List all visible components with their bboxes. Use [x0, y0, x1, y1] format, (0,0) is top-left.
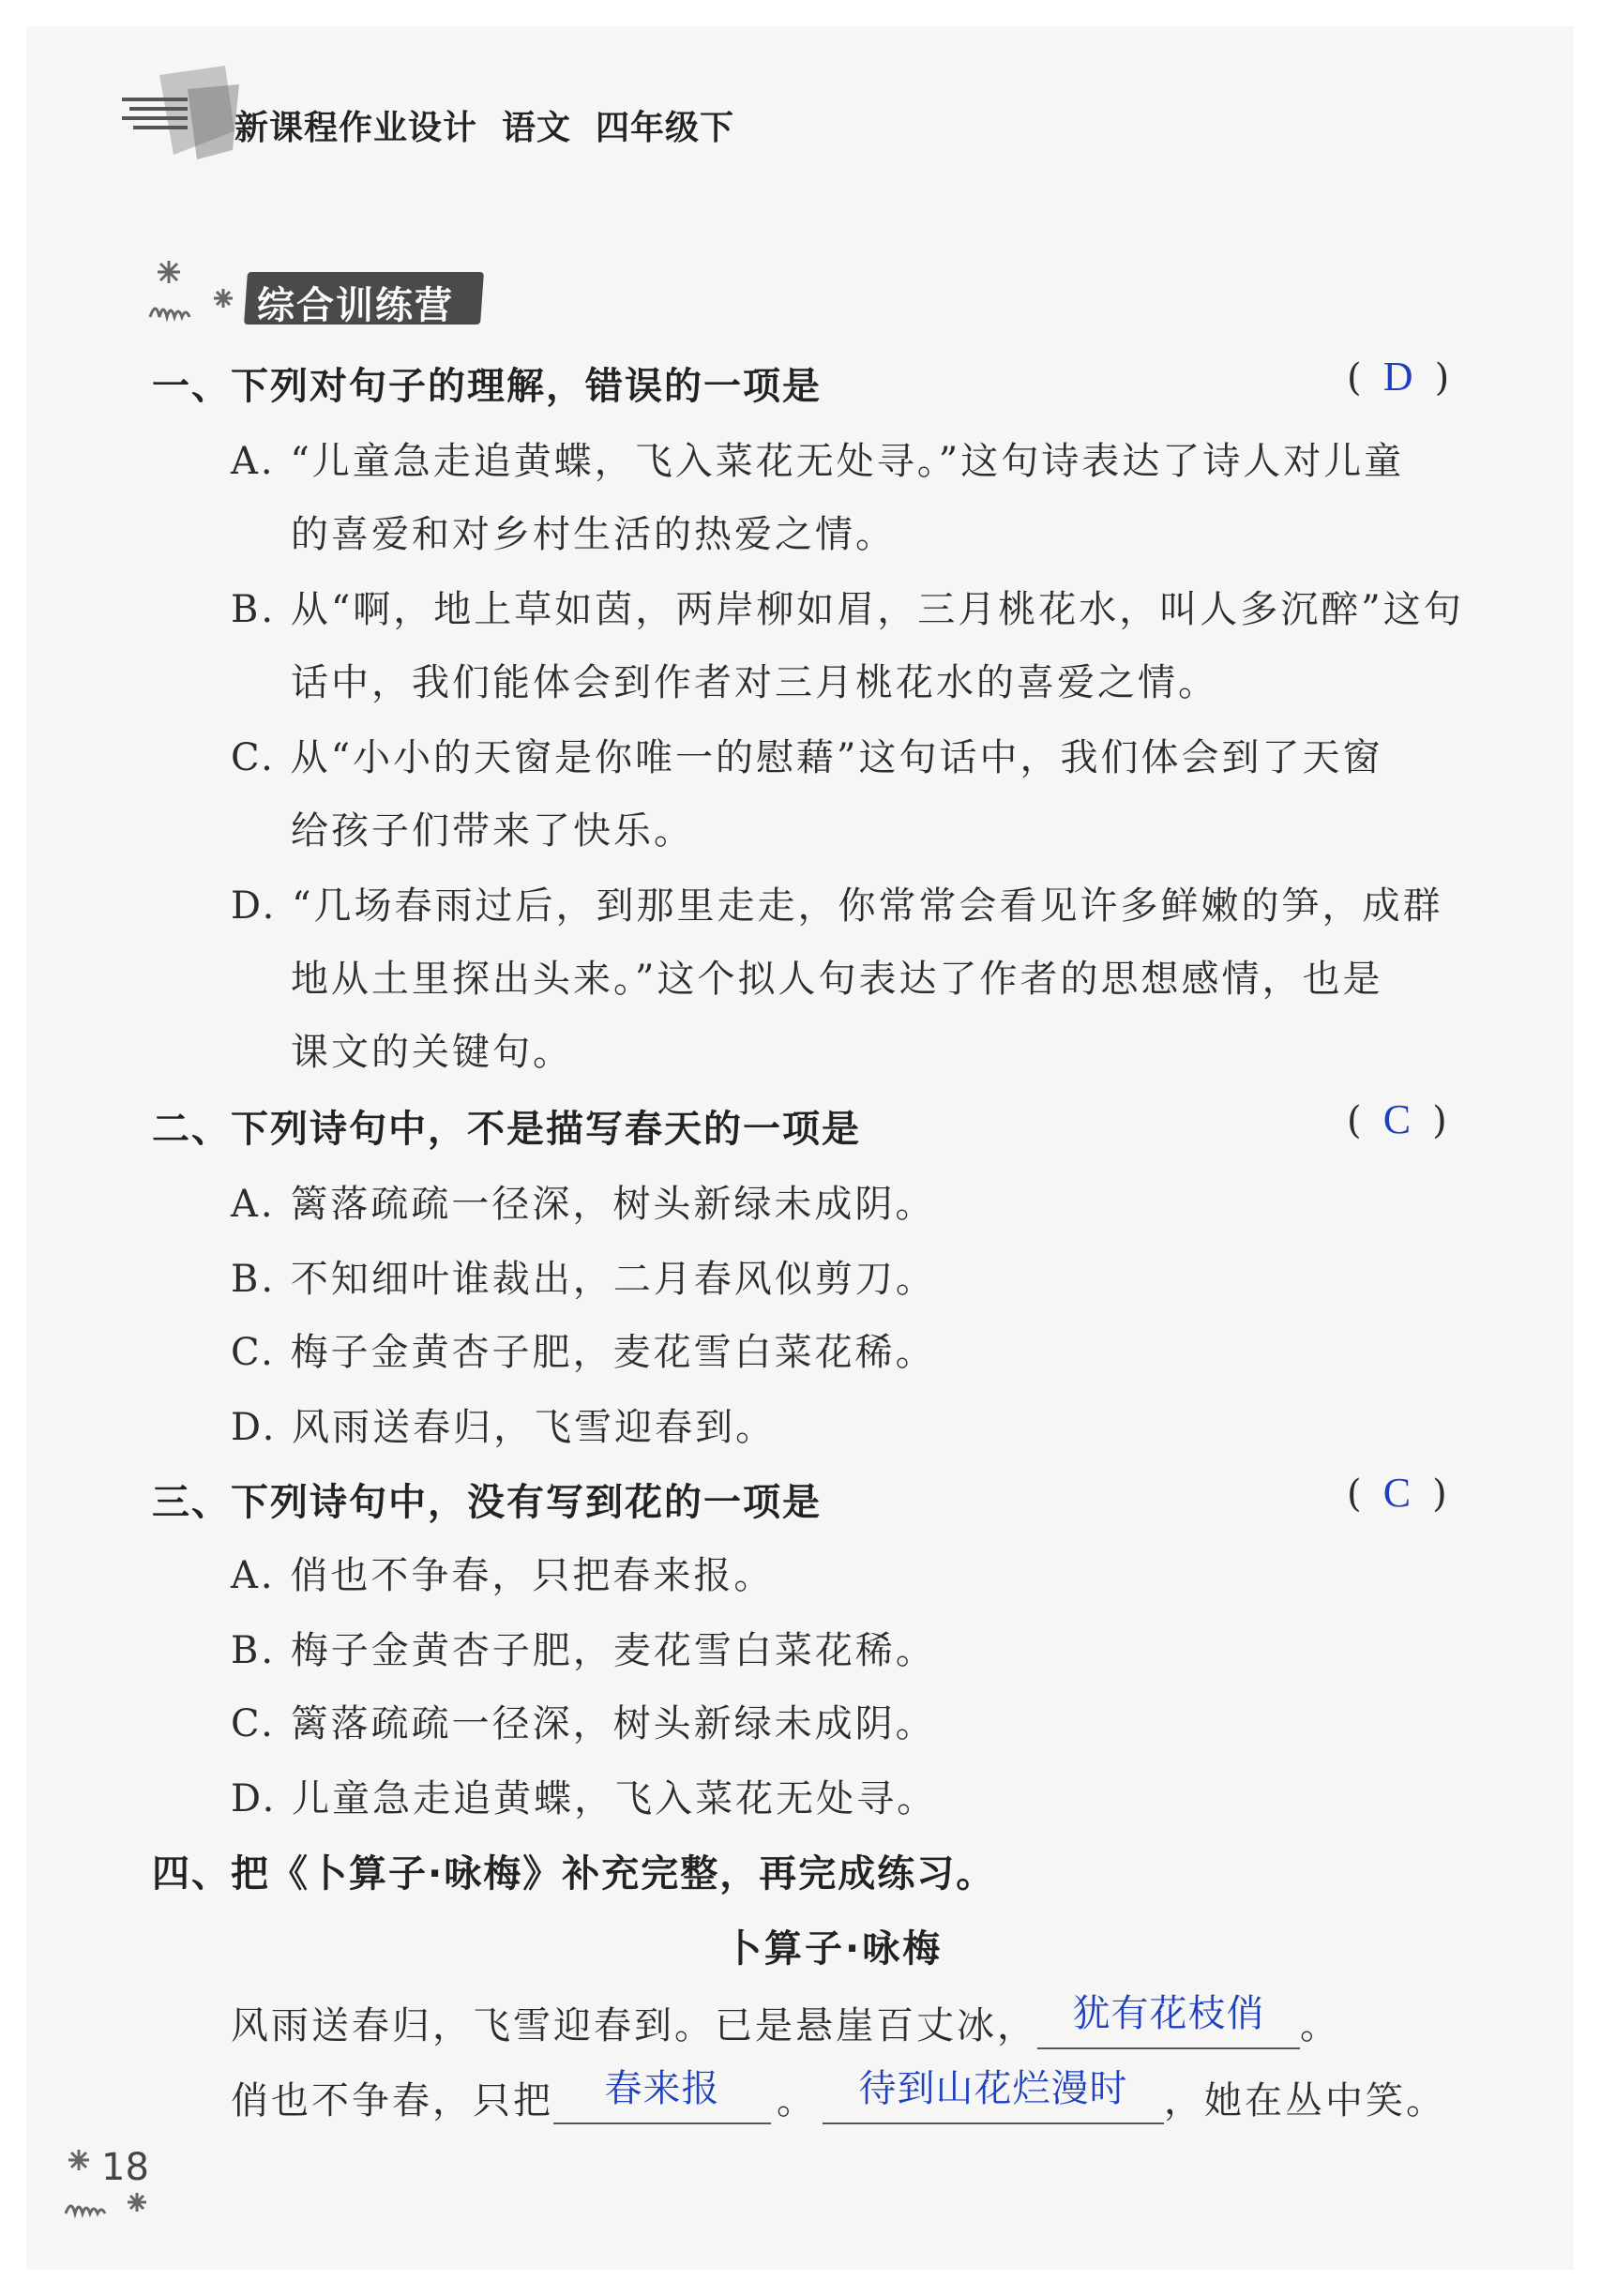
question-2-answer-box: ( C ) — [1347, 1096, 1447, 1142]
option-line: D. “几场春雨过后，到那里走走，你常常会看见许多鲜嫩的笋，成群 — [231, 884, 1443, 928]
option-line: B. 不知细叶谁裁出，二月春风似剪刀。 — [231, 1258, 936, 1301]
subject-label: 语文 — [502, 109, 572, 147]
fill-blank-2[interactable] — [553, 2067, 771, 2124]
fill-blank-3[interactable] — [823, 2067, 1164, 2124]
question-1-title: 一、下列对句子的理解，错误的一项是 — [152, 365, 822, 408]
option-line: C. 篱落疏疏一径深，树头新绿未成阴。 — [231, 1702, 936, 1745]
book-title: 新课程作业设计 — [234, 109, 478, 147]
option-line: D. 风雨送春归，飞雪迎春到。 — [231, 1406, 777, 1449]
header-decoration-icon — [122, 66, 244, 169]
option-line: 课文的关键句。 — [291, 1031, 573, 1074]
option-line: 的喜爱和对乡村生活的热爱之情。 — [291, 513, 896, 556]
page-number: 18 — [101, 2146, 149, 2189]
question-3-answer-box: ( C ) — [1347, 1470, 1447, 1516]
blank-answer-1: 犹有花枝俏 — [1072, 1992, 1265, 2035]
option-line: A. 俏也不争春，只把春来报。 — [231, 1554, 775, 1597]
option-line: 话中，我们能体会到作者对三月桃花水的喜爱之情。 — [291, 661, 1218, 704]
option-line: B. 梅子金黄杏子肥，麦花雪白菜花稀。 — [231, 1629, 936, 1672]
blank-answer-3: 待到山花烂漫时 — [858, 2067, 1128, 2110]
option-line: C. 梅子金黄杏子肥，麦花雪白菜花稀。 — [231, 1331, 936, 1374]
flower-grass-icon — [141, 251, 244, 326]
blank-answer-2: 春来报 — [604, 2067, 720, 2110]
question-2-title: 二、下列诗句中，不是描写春天的一项是 — [152, 1108, 861, 1151]
question-4-title: 四、把《卜算子·咏梅》补充完整，再完成练习。 — [152, 1852, 996, 1896]
option-line: 地从土里探出头来。”这个拟人句表达了作者的思想感情，也是 — [291, 958, 1383, 1001]
question-2-answer: C — [1382, 1096, 1412, 1142]
grade-label: 四年级下 — [596, 109, 735, 147]
option-line: A. 篱落疏疏一径深，树头新绿未成阴。 — [231, 1183, 936, 1226]
option-line: B. 从“啊，地上草如茵，两岸柳如眉，三月桃花水，叫人多沉醉”这句 — [231, 588, 1464, 631]
option-line: 给孩子们带来了快乐。 — [291, 809, 694, 853]
poem-line-1: 风雨送春归，飞雪迎春到。已是悬崖百丈冰， 犹有花枝俏 。 — [231, 1996, 1340, 2049]
question-3-title: 三、下列诗句中，没有写到花的一项是 — [152, 1481, 822, 1524]
section-title: 综合训练营 — [257, 284, 454, 327]
page-header — [234, 101, 759, 149]
question-3-answer: C — [1382, 1470, 1412, 1516]
question-1-answer-box: ( D ) — [1347, 354, 1450, 400]
option-line: A. “儿童急走追黄蝶，飞入菜花无处寻。”这句诗表达了诗人对儿童 — [231, 440, 1405, 483]
option-line: D. 儿童急走追黄蝶，飞入菜花无处寻。 — [231, 1777, 938, 1820]
poem-line-2: 俏也不争春，只把 春来报 。 待到山花烂漫时 ，她在丛中笑。 — [231, 2071, 1446, 2124]
poem-title: 卜算子·咏梅 — [724, 1927, 944, 1971]
fill-blank-1[interactable] — [1037, 1992, 1300, 2049]
question-1-answer: D — [1382, 354, 1413, 400]
option-line: C. 从“小小的天窗是你唯一的慰藉”这句话中，我们体会到了天窗 — [231, 736, 1383, 779]
